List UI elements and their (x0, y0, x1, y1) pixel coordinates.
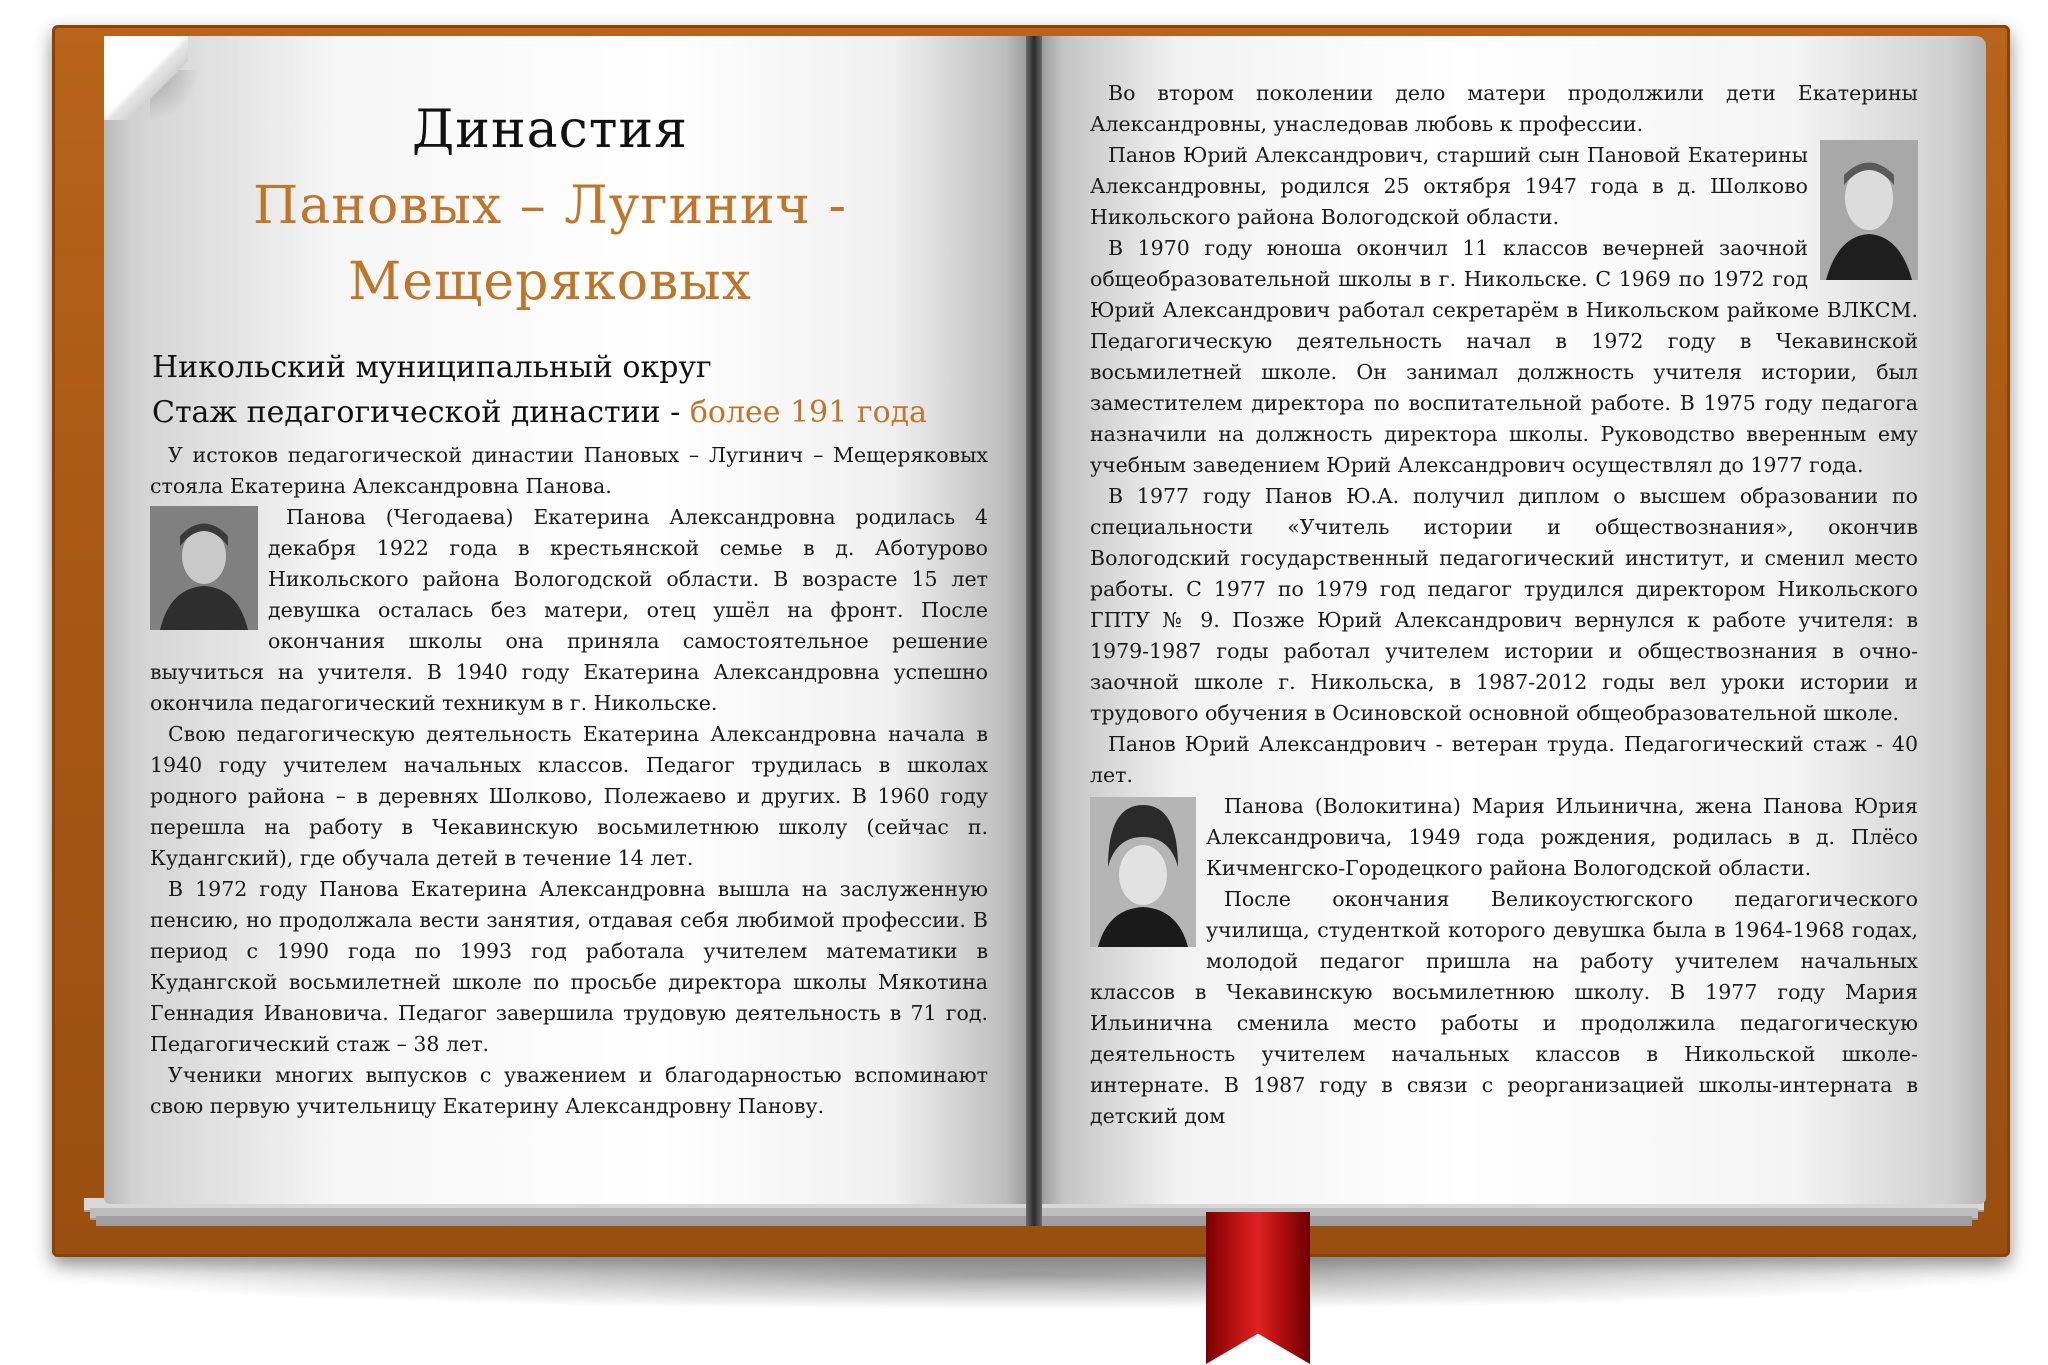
tenure-heading (152, 395, 927, 430)
right-page-text (1090, 78, 1918, 1132)
paragraph: Во втором поколении дело матери продолжили дети Екатерины Александровны, унаследовав любовь к профессии. (1090, 81, 1918, 136)
paragraph: Панов Юрий Александрович, старший сын Пановой Екатерины Александровны, родился 25 октября 1947 года в д. Шолково Никольского района Вологодской области. (1090, 143, 1808, 229)
portrait-photo-ekaterina (150, 506, 258, 630)
title-line-3: Мещеряковых (347, 252, 753, 312)
paragraph: В 1970 году юноша окончил 11 классов вечерней заочной общеобразовательной школы в г. Никольске. С 1969 по 1972 год Юрий Александрович работал секретарём в Никольском райкоме ВЛКСМ. Педагогическую деятельность начал в 1972 году в Чекавинской восьмилетней школе. Он занимал должность учителя истории, был заместителем директора по воспитательной работе. В 1975 году педагога назначили на должность директора школы. Руководство вверенным ему учебным заведением Юрий Александрович осуществлял до 1977 года. (1090, 236, 1918, 477)
paragraph: После окончания Великоустюгского педагогического училища, студенткой которого девушка была в 1964-1968 годах, молодой педагог пришла на работу учителем начальных классов в Чекавинскую восьмилетнюю школу. В 1977 году Мария Ильинична сменила место работы и продолжила педагогическую деятельность учителем начальных классов в Никольской школе-интернате. В 1987 году в связи с реорганизацией школы-интерната в детский дом (1090, 887, 1918, 1128)
title-line-1: Династия (412, 100, 688, 160)
paragraph: Панова (Волокитина) Мария Ильинична, жена Панова Юрия Александровича, 1949 года рождения, родилась в д. Плёсо Кичменгско-Городецкого района Вологодской области. (1206, 794, 1918, 880)
portrait-image (150, 506, 258, 630)
tenure-value: более 191 года (689, 395, 928, 430)
left-page-text (150, 440, 988, 1122)
paragraph: В 1972 году Панова Екатерина Александровна вышла на заслуженную пенсию, но продолжала вести занятия, отдавая себя любимой профессии. В период с 1990 года по 1993 год работала учителем математики в Кудангской восьмилетней школе по просьбе директора школы Мякотина Геннадия Ивановича. Педагог завершила трудовую деятельность в 71 год. Педагогический стаж – 38 лет. (150, 877, 988, 1056)
portrait-photo-maria (1090, 797, 1196, 947)
paragraph: У истоков педагогической династии Пановых – Лугинич – Мещеряковых стояла Екатерина Александровна Панова. (150, 443, 988, 498)
paragraph: Панов Юрий Александрович - ветеран труда. Педагогический стаж - 40 лет. (1090, 732, 1918, 787)
title-line-2: Пановых – Лугинич - (252, 176, 848, 236)
page-stack-right (1034, 1216, 1972, 1226)
bookmark-ribbon[interactable] (1206, 1212, 1310, 1364)
district-heading: Никольский муниципальный округ (152, 350, 712, 385)
paragraph: Панова (Чегодаева) Екатерина Александровна родилась 4 декабря 1922 года в крестьянской семье в д. Аботурово Никольского района Вологодской области. В возрасте 15 лет девушка осталась без матери, отец ушёл на фронт. После окончания школы она приняла самостоятельное решение выучиться на учителя. В 1940 году Екатерина Александровна успешно окончила педагогический техникум в г. Никольске. (150, 505, 988, 715)
page-stack-left (96, 1216, 1034, 1226)
portrait-image (1090, 797, 1196, 947)
book-spine (1026, 36, 1042, 1226)
tenure-label: Стаж педагогической династии - (152, 395, 690, 430)
portrait-photo-yuri (1820, 140, 1918, 280)
portrait-image (1820, 140, 1918, 280)
paragraph: В 1977 году Панов Ю.А. получил диплом о высшем образовании по специальности «Учитель истории и обществознания», окончив Вологодский государственный педагогический институт, и сменил место работы. С 1977 по 1979 год педагог трудился директором Никольского ГПТУ № 9. Позже Юрий Александрович вернулся к работе учителя: в 1979-1987 годы работал учителем истории и обществознания в очно-заочной школе г. Никольска, в 1987-2012 годы вел уроки истории и трудового обучения в Осиновской основной общеобразовательной школе. (1090, 484, 1918, 725)
paragraph: Свою педагогическую деятельность Екатерина Александровна начала в 1940 году учителем начальных классов. Педагог трудилась в школах родного района – в деревнях Шолково, Полежаево и других. В 1960 году перешла на работу в Чекавинскую восьмилетнюю школу (сейчас п. Кудангский), где обучала детей в течение 14 лет. (150, 722, 988, 870)
paragraph: Ученики многих выпусков с уважением и благодарностью вспоминают свою первую учительницу Екатерину Александровну Панову. (150, 1063, 988, 1118)
